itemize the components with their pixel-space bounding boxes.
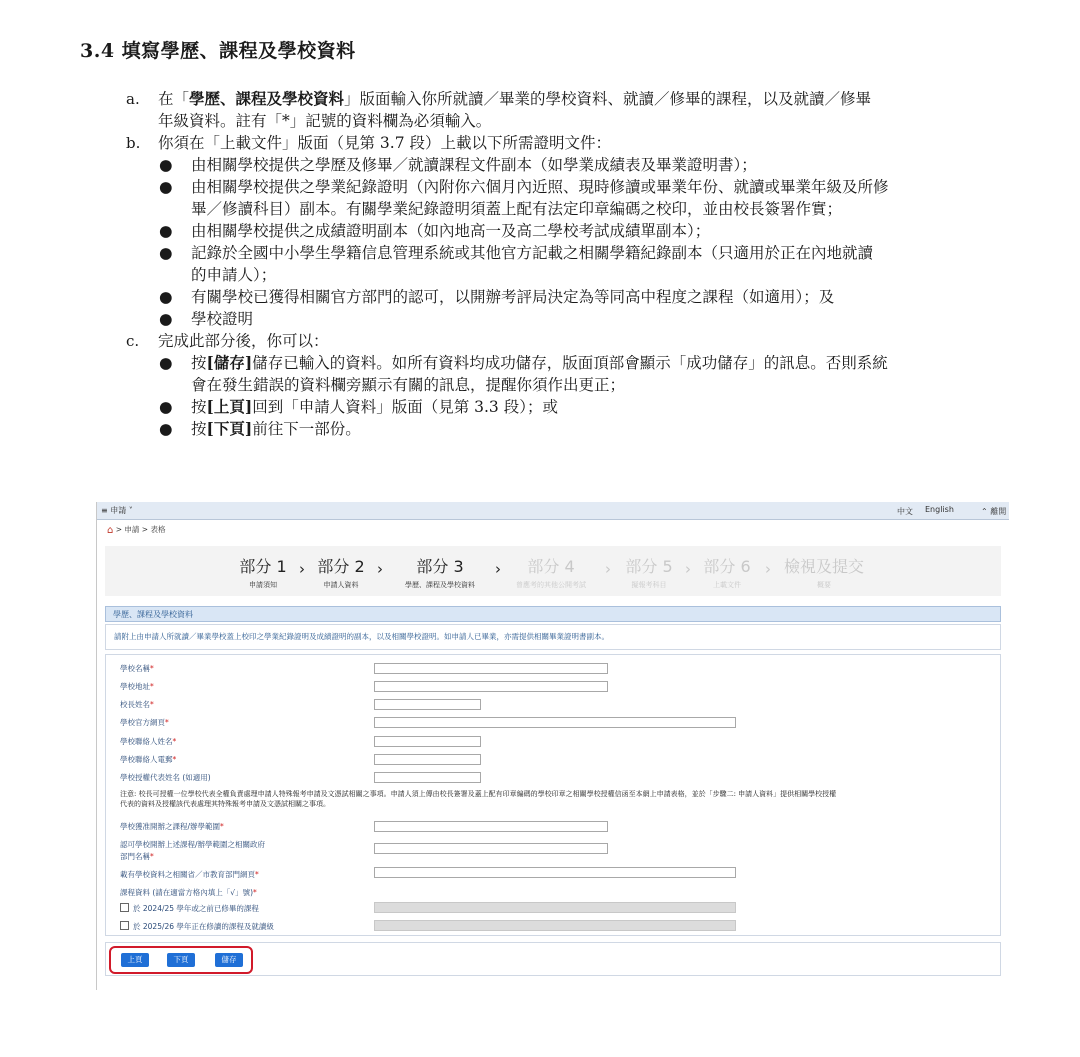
contact-name-input[interactable] bbox=[374, 736, 481, 747]
form-screenshot bbox=[96, 502, 1009, 990]
course-option-1-input bbox=[374, 902, 736, 913]
field-label: 學校獲准開辦之課程/辦學範圍 bbox=[120, 822, 221, 831]
b-bullet-text: 由相關學校提供之學歷及修畢／就讀課程文件副本（如學業成績表及畢業證明書）； bbox=[191, 156, 757, 174]
item-a-marker: a. bbox=[126, 90, 140, 108]
c-post: 前往下一部份。 bbox=[252, 420, 361, 438]
required-mark: * bbox=[255, 870, 259, 879]
required-mark: * bbox=[150, 852, 154, 861]
c-bold: [上頁] bbox=[206, 397, 253, 416]
b-bullet-text: 由相關學校提供之成績證明副本（如內地高一及高二學校考試成績單副本）； bbox=[191, 222, 711, 240]
breadcrumb-text[interactable]: > 申請 > 表格 bbox=[115, 525, 166, 534]
step-title: 部分 6 bbox=[703, 557, 751, 576]
b-bullet-text: 記錄於全國中小學生學籍信息管理系統或其他官方記載之相關學籍紀錄副本（只適用於正在內地就讀 bbox=[191, 244, 874, 262]
step-title: 部分 5 bbox=[625, 557, 673, 576]
checkbox[interactable] bbox=[120, 921, 129, 930]
approved-course-input[interactable] bbox=[374, 821, 608, 832]
item-a-cont: 年級資料。註有「*」記號的資料欄為必須輸入。 bbox=[158, 112, 492, 130]
item-a-post: 」版面輸入你所就讀／畢業的學校資料、就讀／修畢的課程，以及就讀／修畢 bbox=[344, 90, 872, 108]
school-website-input[interactable] bbox=[374, 717, 736, 728]
authorization-notice bbox=[120, 789, 990, 809]
field-label: 學校聯絡人姓名 bbox=[120, 737, 173, 746]
field-label: 載有學校資料之相關省／市教育部門網頁 bbox=[120, 870, 255, 879]
c-pre: 按 bbox=[191, 398, 207, 416]
instructions bbox=[124, 88, 1014, 440]
contact-email-input[interactable] bbox=[374, 754, 481, 765]
step-sub: 申請須知 bbox=[249, 581, 277, 589]
edu-dept-web-input[interactable] bbox=[374, 867, 736, 878]
panel-title: 學歷、課程及學校資料 bbox=[105, 606, 1001, 622]
home-icon[interactable]: ⌂ bbox=[107, 525, 114, 536]
step-title: 部分 2 bbox=[317, 557, 365, 576]
principal-name-label bbox=[120, 699, 154, 710]
chevron-right-icon: › bbox=[495, 560, 501, 578]
save-button[interactable]: 儲存 bbox=[215, 953, 243, 967]
item-b-marker: b. bbox=[126, 134, 141, 152]
gov-dept-label-line1 bbox=[120, 839, 265, 850]
b-bullet-text: 畢／修讀科目）副本。有關學業紀錄證明須蓋上配有法定印章編碼之校印，並由校長簽署作實； bbox=[191, 200, 843, 218]
panel-note: 請附上由申請人所就讀／畢業學校蓋上校印之學業紀錄證明及成績證明的副本，以及相關學校證明。如申請人已畢業，亦需提供相關畢業證明書副本。 bbox=[105, 624, 1001, 650]
school-website-label bbox=[120, 717, 169, 728]
chevron-right-icon: › bbox=[685, 560, 691, 578]
required-mark: * bbox=[165, 718, 169, 727]
item-a-bold: 學歷、課程及學校資料 bbox=[189, 89, 345, 108]
b-bullet-text: 由相關學校提供之學業紀錄證明（內附你六個月內近照、現時修讀或畢業年份、就讀或畢業年級及所修 bbox=[191, 178, 889, 196]
school-form bbox=[105, 654, 1001, 936]
breadcrumb bbox=[107, 524, 165, 536]
section-title: 3.4 填寫學歷、課程及學校資料 bbox=[80, 40, 356, 62]
required-mark: * bbox=[172, 737, 177, 746]
prev-button[interactable]: 上頁 bbox=[121, 953, 149, 967]
item-a bbox=[124, 88, 1014, 132]
step-review bbox=[779, 554, 869, 590]
authorized-rep-label bbox=[120, 772, 211, 783]
contact-name-label bbox=[120, 736, 176, 747]
school-name-input[interactable] bbox=[374, 663, 608, 674]
step-sub: 上載文件 bbox=[713, 581, 741, 589]
b-bullet-5: ● 有關學校已獲得相關官方部門的認可，以開辦考評局決定為等同高中程度之課程（如適用）；及 bbox=[159, 288, 835, 306]
c-bullet-2: ● 按[上頁]回到「申請人資料」版面（見第 3.3 段）；或 bbox=[159, 397, 558, 416]
principal-name-input[interactable] bbox=[374, 699, 481, 710]
school-name-label bbox=[120, 663, 154, 674]
step-indicator bbox=[105, 546, 1001, 596]
field-label: 學校聯絡人電郵 bbox=[120, 755, 173, 764]
step-4 bbox=[509, 554, 593, 590]
b-bullet-text: 的申請人）； bbox=[191, 266, 277, 284]
field-label: 學校地址 bbox=[120, 682, 150, 691]
gov-dept-input[interactable] bbox=[374, 843, 608, 854]
checkbox[interactable] bbox=[120, 903, 129, 912]
field-label: 學校官方網頁 bbox=[120, 718, 165, 727]
c-bullet-3: ● 按[下頁]前往下一部份。 bbox=[159, 419, 361, 438]
required-mark: * bbox=[150, 700, 154, 709]
b-bullet-2: ● 由相關學校提供之學業紀錄證明（內附你六個月內近照、現時修讀或畢業年份、就讀或畢業年級及所修 畢／修讀科目）副本。有關學業紀錄證明須蓋上配有法定印章編碼之校印，並由校長簽署作實； bbox=[159, 178, 889, 218]
option-label: 於 2025/26 學年正在修讀的課程及就讀級 bbox=[133, 922, 274, 931]
item-b-text: 你須在「上載文件」版面（見第 3.7 段）上載以下所需證明文件： bbox=[158, 134, 612, 152]
c-bullet-1: ● 按[儲存]儲存已輸入的資料。如所有資料均成功儲存，版面頂部會顯示「成功儲存」的訊息。否則系統 會在發生錯誤的資料欄旁顯示有關的訊息，提醒你須作出更正； bbox=[159, 353, 888, 394]
lang-en-link[interactable]: English bbox=[925, 505, 954, 514]
gov-dept-label-line2 bbox=[120, 851, 154, 862]
item-c bbox=[124, 330, 1014, 352]
apply-menu[interactable]: ≡ 申請 ˅ bbox=[101, 506, 133, 515]
step-6 bbox=[699, 554, 755, 590]
c-bold: [儲存] bbox=[206, 353, 253, 372]
c-pre: 按 bbox=[191, 420, 207, 438]
b-bullet-3: ● 由相關學校提供之成績證明副本（如內地高一及高二學校考試成績單副本）； bbox=[159, 222, 711, 240]
field-label: 學校授權代表姓名 (如適用) bbox=[120, 773, 211, 782]
field-label: 認可學校開辦上述課程/辦學範圍之相關政府 bbox=[120, 840, 266, 849]
required-mark: * bbox=[150, 664, 154, 673]
c-post: 回到「申請人資料」版面（見第 3.3 段）；或 bbox=[252, 398, 558, 416]
step-title: 檢視及提交 bbox=[783, 557, 864, 576]
b-bullet-6: ● 學校證明 bbox=[159, 310, 254, 328]
item-c-text: 完成此部分後，你可以： bbox=[158, 332, 329, 350]
next-button[interactable]: 下頁 bbox=[167, 953, 195, 967]
step-title: 部分 3 bbox=[416, 557, 464, 576]
required-mark: * bbox=[150, 682, 154, 691]
step-sub: 學歷、課程及學校資料 bbox=[405, 581, 475, 589]
course-option-2[interactable] bbox=[120, 921, 274, 932]
step-3[interactable] bbox=[395, 554, 485, 590]
field-label: 學校名稱 bbox=[120, 664, 150, 673]
b-bullet-1: ● 由相關學校提供之學歷及修畢／就讀課程文件副本（如學業成績表及畢業證明書）； bbox=[159, 156, 757, 174]
step-sub: 申請人資料 bbox=[323, 581, 359, 589]
required-mark: * bbox=[172, 755, 177, 764]
field-label: 課程資料 (請在適當方格內填上「√」號) bbox=[120, 888, 254, 897]
top-bar bbox=[97, 502, 1009, 520]
step-2[interactable] bbox=[311, 554, 371, 590]
school-address-label bbox=[120, 681, 154, 692]
step-sub: 曾應考的其他公開考試 bbox=[516, 581, 586, 589]
c-pre: 按 bbox=[191, 354, 207, 372]
required-mark: * bbox=[253, 888, 257, 897]
approved-course-label bbox=[120, 821, 224, 832]
c-post: 儲存已輸入的資料。如所有資料均成功儲存，版面頂部會顯示「成功儲存」的訊息。否則系統 bbox=[252, 354, 888, 372]
b-bullet-4: ● 記錄於全國中小學生學籍信息管理系統或其他官方記載之相關學籍紀錄副本（只適用於正在內地就讀 的申請人）； bbox=[159, 244, 874, 284]
step-title: 部分 1 bbox=[239, 557, 287, 576]
step-sub: 擬報考科目 bbox=[631, 581, 667, 589]
b-bullet-text: 有關學校已獲得相關官方部門的認可，以開辦考評局決定為等同高中程度之課程（如適用）；及 bbox=[191, 288, 835, 306]
course-option-2-input bbox=[374, 920, 736, 931]
authorized-rep-input[interactable] bbox=[374, 772, 481, 783]
course-option-1[interactable] bbox=[120, 903, 259, 914]
chevron-right-icon: › bbox=[299, 560, 305, 578]
step-1[interactable] bbox=[233, 554, 293, 590]
step-title: 部分 4 bbox=[527, 557, 575, 576]
step-sub: 概要 bbox=[817, 581, 831, 589]
chevron-right-icon: › bbox=[765, 560, 771, 578]
item-c-marker: c. bbox=[126, 332, 140, 350]
required-mark: * bbox=[220, 822, 224, 831]
logout-link[interactable]: ⌃ 離開 bbox=[981, 507, 1007, 516]
notice-line: 注意: 校長可授權一位學校代表全權負責處理申請人特殊報考申請及文憑試相關之事項。申請人須上傳由校長簽署及蓋上配有印章編碼的學校印章之相關學校授權信函至本網上申請表格，並於「步驟二: 申請人資料」提供相關學校授權 bbox=[120, 790, 837, 798]
field-label: 部門名稱 bbox=[120, 852, 150, 861]
lang-zh-link[interactable]: 中文 bbox=[897, 507, 913, 516]
field-label: 校長姓名 bbox=[120, 700, 150, 709]
school-address-input[interactable] bbox=[374, 681, 608, 692]
option-label: 於 2024/25 學年或之前已修畢的課程 bbox=[133, 904, 259, 913]
chevron-right-icon: › bbox=[605, 560, 611, 578]
item-b bbox=[124, 132, 1014, 154]
item-a-pre: 在「 bbox=[158, 90, 190, 108]
notice-line: 代表的資料及授權該代表處理其特殊報考申請及文憑試相關之事項。 bbox=[120, 800, 330, 808]
edu-dept-web-label bbox=[120, 869, 259, 880]
course-info-label bbox=[120, 887, 257, 898]
chevron-right-icon: › bbox=[377, 560, 383, 578]
b-bullet-text: 學校證明 bbox=[191, 310, 254, 328]
contact-email-label bbox=[120, 754, 176, 765]
c-bold: [下頁] bbox=[206, 419, 253, 438]
step-5 bbox=[621, 554, 677, 590]
c-cont: 會在發生錯誤的資料欄旁顯示有關的訊息，提醒你須作出更正； bbox=[191, 376, 626, 394]
